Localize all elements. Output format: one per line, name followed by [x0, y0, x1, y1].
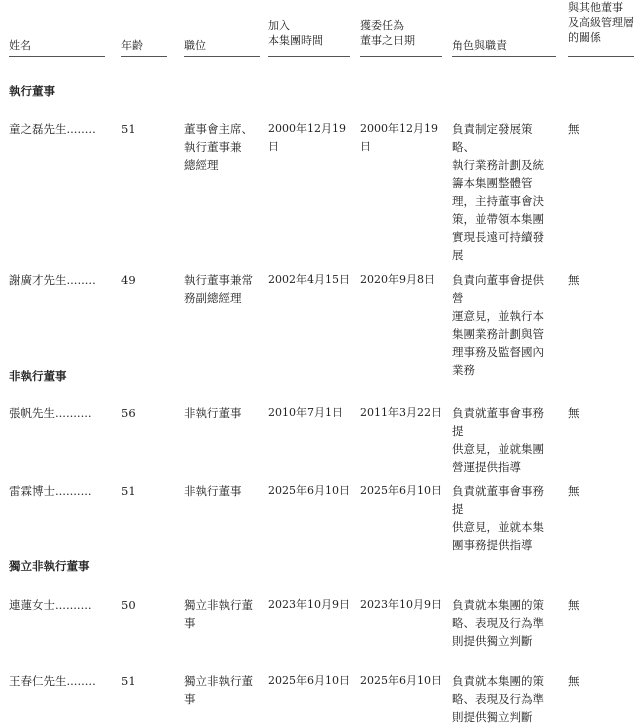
table-cell-name: 王春仁先生........: [9, 674, 96, 688]
header-rule-appointment-date: [360, 56, 442, 57]
header-name: 姓名: [9, 39, 31, 52]
table-cell-role: 負責就董事會事務提 供意見，並就本集 團事務提供指導: [452, 484, 544, 552]
table-cell-join-date: 2010年7月1日: [268, 406, 343, 419]
table-cell-join-date: 2025年6月10日: [268, 484, 350, 497]
table-cell-appointment-date: 2020年9月8日: [360, 273, 435, 286]
header-rule-name: [9, 56, 105, 57]
table-cell-position: 獨立非執行董 事: [184, 598, 253, 630]
table-cell-appointment-date: 2011年3月22日: [360, 406, 442, 419]
header-join-date: 加入 本集團時間: [268, 19, 323, 47]
header-rule-relationship: [568, 56, 634, 57]
table-cell-relationship: 無: [568, 484, 580, 498]
section-non-executive: 非執行董事: [9, 369, 67, 383]
table-cell-name: 張帆先生..........: [9, 406, 92, 420]
table-cell-position: 非執行董事: [184, 484, 242, 498]
table-cell-position: 非執行董事: [184, 406, 242, 420]
table-cell-position: 獨立非執行董 事: [184, 674, 253, 706]
header-age: 年齡: [121, 39, 143, 52]
header-position: 職位: [184, 39, 206, 52]
section-independent: 獨立非執行董事: [9, 559, 90, 573]
table-cell-role: 負責向董事會提供營 運意見，並執行本 集團業務計劃與管 理事務及監督國內 業務: [452, 273, 544, 377]
table-cell-position: 執行董事兼常 務副總經理: [184, 273, 253, 305]
table-cell-join-date: 2002年4月15日: [268, 273, 350, 286]
table-cell-join-date: 2023年10月9日: [268, 598, 350, 611]
header-rule-join-date: [268, 56, 350, 57]
header-rule-age: [121, 56, 167, 57]
table-cell-name: 童之磊先生........: [9, 122, 96, 136]
table-cell-age: 56: [121, 406, 136, 420]
table-cell-role: 負責就本集團的策 略、表現及行為準 則提供獨立判斷: [452, 598, 544, 648]
table-cell-join-date: 2025年6月10日: [268, 674, 350, 687]
table-cell-age: 51: [121, 122, 136, 136]
header-relationship: 與其他董事 及高級管理層 的關係: [568, 1, 634, 44]
header-role: 角色與職責: [452, 39, 507, 52]
table-cell-appointment-date: 2025年6月10日: [360, 484, 442, 497]
header-rule-position: [184, 56, 260, 57]
table-cell-relationship: 無: [568, 122, 580, 136]
table-cell-role: 負責就本集團的策 略、表現及行為準 則提供獨立判斷: [452, 674, 544, 724]
header-rule-role: [452, 56, 556, 57]
table-cell-join-date: 2000年12月19日: [268, 122, 346, 153]
table-cell-name: 連蓮女士..........: [9, 598, 92, 612]
table-cell-age: 51: [121, 484, 136, 498]
table-cell-appointment-date: 2000年12月19日: [360, 122, 438, 153]
table-cell-age: 51: [121, 674, 136, 688]
table-cell-relationship: 無: [568, 674, 580, 688]
table-cell-relationship: 無: [568, 273, 580, 287]
table-cell-relationship: 無: [568, 598, 580, 612]
table-cell-appointment-date: 2025年6月10日: [360, 674, 442, 687]
table-cell-name: 雷霖博士..........: [9, 484, 92, 498]
table-cell-age: 49: [121, 273, 136, 287]
table-cell-role: 負責就董事會事務提 供意見，並就集團 營運提供指導: [452, 406, 544, 474]
table-cell-age: 50: [121, 598, 136, 612]
header-appointment-date: 獲委任為 董事之日期: [360, 19, 415, 47]
table-cell-role: 負責制定發展策略、 執行業務計劃及統 籌本集團整體管 理，主持董事會決 策，並帶領本集團 實現長遠可持續發 展: [452, 122, 544, 262]
table-cell-position: 董事會主席、 執行董事兼 總經理: [184, 122, 253, 172]
section-executive: 執行董事: [9, 84, 55, 98]
table-cell-appointment-date: 2023年10月9日: [360, 598, 442, 611]
table-cell-relationship: 無: [568, 406, 580, 420]
table-cell-name: 謝廣才先生........: [9, 273, 96, 287]
